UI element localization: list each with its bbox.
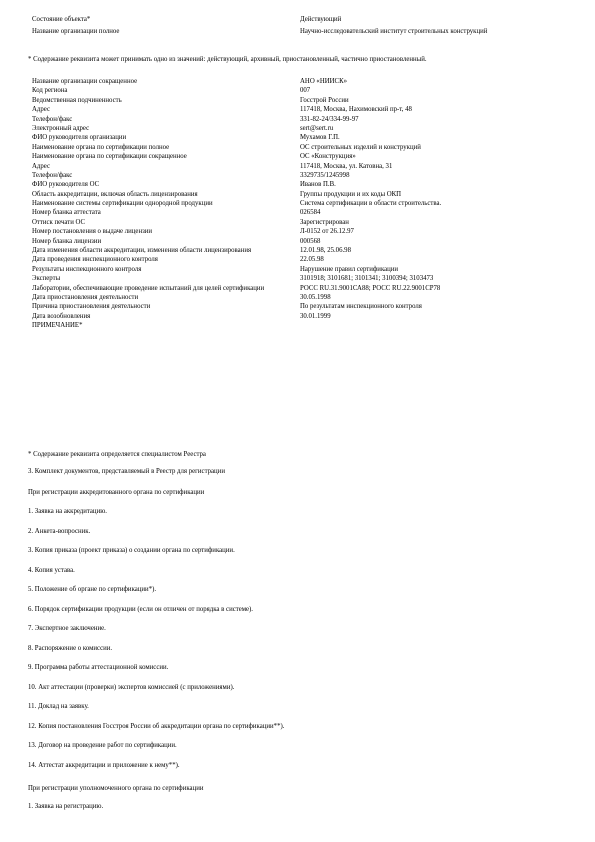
field-value: 3329735/1245998 — [300, 171, 350, 179]
table-row — [32, 247, 572, 256]
field-value: Система сертификации в области строительства. — [300, 200, 442, 208]
field-value: 30.05.1998 — [300, 293, 331, 301]
field-value: sert@sert.ru — [300, 124, 334, 132]
table-row — [32, 134, 572, 143]
field-label: Номер бланка аттестата — [32, 209, 101, 217]
list-item: 11. Доклад на заявку. — [28, 703, 89, 710]
field-value: Группы продукции и их коды ОКП — [300, 190, 402, 198]
field-label: Результаты инспекционного контроля — [32, 265, 142, 273]
list-item: 14. Аттестат аккредитации и приложение к нему**). — [28, 761, 180, 769]
field-value: Зарегистрирован — [300, 218, 349, 226]
table-row — [32, 256, 572, 265]
status-footnote: * Содержание реквизита может принимать одно из значений: действующий, архивный, приостановленный, частично приостановленный. — [28, 56, 427, 63]
field-value: Иванов П.В. — [300, 181, 336, 189]
table-row — [32, 116, 572, 125]
field-value: 117418, Москва, ул. Катовна, 31 — [300, 162, 393, 170]
field-label: Номер постановления о выдаче лицензии — [32, 228, 153, 236]
table-row — [32, 285, 572, 294]
field-value: 12.01.98, 25.06.98 — [300, 247, 351, 255]
field-value: 117418, Москва, Нахимовский пр-т, 48 — [300, 106, 412, 114]
field-label: Ведомственная подчиненность — [32, 96, 122, 104]
table-row — [32, 153, 572, 162]
list-item: 9. Программа работы аттестационной комиссии. — [28, 664, 169, 671]
list-item: 5. Положение об органе по сертификации*). — [28, 586, 157, 593]
field-value: Научно-исследовательский институт строительных конструкций — [300, 28, 488, 35]
field-label: Эксперты — [32, 275, 61, 283]
field-label: Название организации полное — [32, 28, 120, 35]
table-row — [32, 163, 572, 172]
table-row — [32, 181, 572, 190]
field-value: 30.01.1999 — [300, 312, 331, 320]
field-label: Телефон/факс — [32, 115, 73, 123]
list-item: 4. Копия устава. — [28, 566, 75, 574]
list-item: 1. Заявка на регистрацию. — [28, 803, 104, 810]
table-row — [32, 238, 572, 247]
section-heading: 3. Комплект документов, представляемый в Реестр для регистрации — [28, 468, 225, 475]
list-item: 7. Экспертное заключение. — [28, 625, 106, 632]
field-label: ПРИМЕЧАНИЕ* — [32, 322, 83, 330]
field-label: Электронный адрес — [32, 124, 90, 132]
table-row — [32, 78, 572, 87]
list-item: 3. Копия приказа (проект приказа) о создании органа по сертификации. — [28, 547, 235, 554]
field-label: Дата проведения инспекционного контроля — [32, 256, 158, 264]
field-value: 007 — [300, 87, 311, 95]
field-value: Мухамов Г.П. — [300, 134, 340, 142]
table-row — [32, 275, 572, 284]
table-row — [32, 28, 572, 40]
field-label: Дата изменения области аккредитации, изменения области лицензирования — [32, 247, 252, 255]
field-label: Область аккредитации, включая область лицензирования — [32, 190, 198, 198]
table-row — [32, 87, 572, 96]
field-value: 22.05.98 — [300, 256, 324, 264]
table-row — [32, 200, 572, 209]
table-row — [32, 266, 572, 275]
table-row — [32, 144, 572, 153]
field-label: Дата приостановления деятельности — [32, 293, 139, 301]
subheading-authorized-body: При регистрации уполномоченного органа по сертификации — [28, 785, 204, 792]
field-value: АНО «НИИСК» — [300, 78, 348, 85]
table-row — [32, 228, 572, 237]
table-row — [32, 191, 572, 200]
table-row — [32, 294, 572, 303]
table-row — [32, 219, 572, 228]
field-value: По результатам инспекционного контроля — [300, 303, 422, 311]
table-row — [32, 125, 572, 134]
field-label: Дата возобновления — [32, 312, 91, 320]
list-item: 10. Акт аттестации (проверки) экспертов комиссией (с приложениями). — [28, 683, 235, 691]
table-row — [32, 97, 572, 106]
subheading-accredited-body: При регистрации аккредитованного органа по сертификации — [28, 489, 205, 496]
field-value: Действующий — [300, 16, 342, 23]
table-row — [32, 172, 572, 181]
field-value: 026584 — [300, 209, 321, 217]
field-label: Номер бланка лицензии — [32, 237, 102, 245]
table-row — [32, 322, 572, 331]
field-label: Телефон/факс — [32, 171, 73, 179]
field-value: 3101918; 3101681; 3101341; 3100394; 3103473 — [300, 275, 434, 283]
field-label: Адрес — [32, 106, 50, 114]
field-label: Причина приостановления деятельности — [32, 303, 151, 311]
table-row — [32, 313, 572, 322]
table-footnote: * Содержание реквизита определяется специалистом Реестра — [28, 451, 206, 458]
field-label: ФИО руководителя организации — [32, 134, 127, 142]
list-item: 2. Анкета-вопросник. — [28, 527, 91, 535]
list-item: 8. Распоряжение о комиссии. — [28, 644, 113, 652]
field-value: Нарушение правил сертификации — [300, 265, 399, 273]
object-status-table — [32, 16, 572, 40]
field-value: Госстрой России — [300, 96, 349, 104]
field-label: Наименование системы сертификации однородной продукции — [32, 200, 213, 208]
table-row — [32, 209, 572, 218]
field-label: ФИО руководителя ОС — [32, 181, 100, 189]
table-row — [32, 303, 572, 312]
list-item: 1. Заявка на аккредитацию. — [28, 508, 107, 515]
table-row — [32, 16, 572, 28]
field-label: Название организации сокращенное — [32, 78, 138, 85]
list-item: 6. Порядок сертификации продукции (если он отличен от порядка в системе). — [28, 605, 253, 613]
list-item: 12. Копия постановления Госстроя России об аккредитации органа по сертификации**). — [28, 722, 285, 730]
field-value: ОС «Конструкция» — [300, 153, 356, 161]
field-label: Наименование органа по сертификации сокращенное — [32, 153, 187, 161]
field-label: Оттиск печати ОС — [32, 218, 86, 226]
table-row — [32, 106, 572, 115]
field-label: Код региона — [32, 87, 68, 95]
organization-details-table — [32, 78, 572, 332]
field-label: Состояние объекта* — [32, 16, 91, 23]
field-value: 000568 — [300, 237, 321, 245]
field-value: Л-0152 от 26.12.97 — [300, 228, 354, 236]
field-value: 331-82-24/334-99-97 — [300, 115, 359, 123]
field-value: ОС строительных изделий и конструкций — [300, 143, 421, 151]
field-value: РОСС RU.31.9001СА88; РОСС RU.22.9001СР78 — [300, 284, 441, 292]
list-item: 13. Договор на проведение работ по сертификации. — [28, 742, 177, 749]
field-label: Адрес — [32, 162, 50, 170]
field-label: Наименование органа по сертификации полное — [32, 143, 170, 151]
field-label: Лаборатории, обеспечивающие проведение испытаний для целей сертификации — [32, 284, 265, 292]
